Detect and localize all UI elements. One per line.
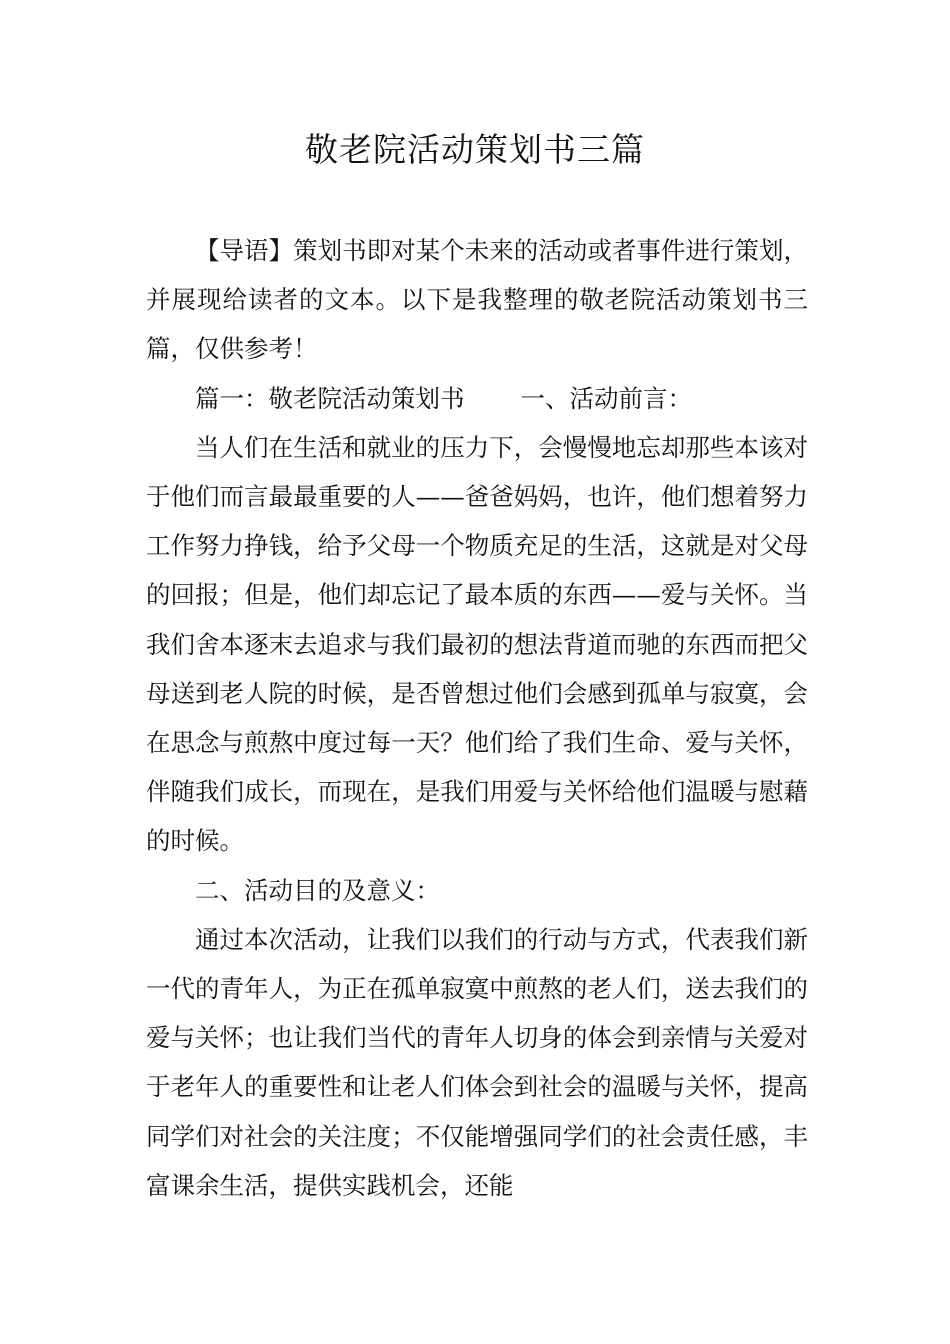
preface-paragraph: 当人们在生活和就业的压力下，会慢慢地忘却那些本该对于他们而言最最重要的人——爸爸妈妈，也许，他们想着努力工作努力挣钱，给予父母一个物质充足的生活，这就是对父母的回报；但是，他们却忘记了最本质的东西——爱与关怀。当我们舍本逐末去追求与我们最初的想法背道而驰的东西而把父母送到老人院的时候，是否曾想过他们会感到孤单与寂寞，会在思念与煎熬中度过每一天？他们给了我们生命、爱与关怀，伴随我们成长，而现在，是我们用爱与关怀给他们温暖与慰藉的时候。 <box>146 432 808 856</box>
document-body <box>146 226 808 1210</box>
section-two-heading: 二、活动目的及意义： <box>195 875 440 905</box>
purpose-paragraph: 通过本次活动，让我们以我们的行动与方式，代表我们新一代的青年人，为正在孤单寂寞中煎熬的老人们，送去我们的爱与关怀；也让我们当代的青年人切身的体会到亲情与关爱对于老年人的重要性和让老人们体会到社会的温暖与关怀，提高同学们对社会的关注度；不仅能增强同学们的社会责任感，丰富课余生活，提供实践机会，还能 <box>146 924 808 1200</box>
part-one-heading-line <box>146 374 808 423</box>
section-one-heading: 一、活动前言： <box>520 383 692 413</box>
document-title: 敬老院活动策划书三篇 <box>305 130 645 169</box>
part-one-heading: 篇一：敬老院活动策划书 <box>195 383 465 413</box>
intro-paragraph: 【导语】策划书即对某个未来的活动或者事件进行策划，并展现给读者的文本。以下是我整理的敬老院活动策划书三篇，仅供参考！ <box>146 236 808 364</box>
